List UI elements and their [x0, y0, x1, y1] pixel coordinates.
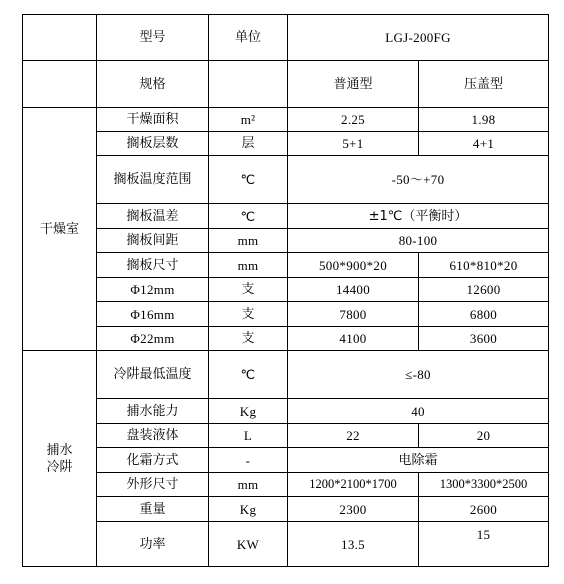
value-standard: 1200*2100*1700	[288, 473, 419, 497]
unit-label: 单位	[209, 15, 288, 61]
table-row	[23, 497, 549, 522]
table-row	[23, 61, 549, 108]
param-label: 冷阱最低温度	[97, 351, 209, 399]
param-unit: ℃	[209, 351, 288, 399]
value-merged: -50～+70	[288, 156, 549, 204]
param-unit: mm	[209, 229, 288, 253]
param-unit: 支	[209, 327, 288, 351]
value-standard: 2.25	[288, 108, 419, 132]
param-unit: mm	[209, 253, 288, 278]
corner-cell	[23, 61, 97, 108]
param-unit: Kg	[209, 399, 288, 424]
table-row	[23, 351, 549, 399]
group-cold-trap-label: 捕水冷阱	[46, 442, 73, 475]
param-label: 盘装液体	[97, 424, 209, 448]
table-row	[23, 132, 549, 156]
table-row	[23, 424, 549, 448]
param-label: Φ12mm	[97, 278, 209, 302]
table-row	[23, 229, 549, 253]
value-press: 6800	[419, 302, 549, 327]
param-label: 搁板温差	[97, 204, 209, 229]
type-press: 压盖型	[419, 61, 549, 108]
param-label: 外形尺寸	[97, 473, 209, 497]
table-row	[23, 522, 549, 567]
value-merged: 电除霜	[288, 448, 549, 473]
table-row	[23, 204, 549, 229]
param-unit: ℃	[209, 156, 288, 204]
type-standard: 普通型	[288, 61, 419, 108]
spec-label: 规格	[97, 61, 209, 108]
param-label: 化霜方式	[97, 448, 209, 473]
value-press: 3600	[419, 327, 549, 351]
param-label: 重量	[97, 497, 209, 522]
group-drying-chamber: 干燥室	[23, 108, 97, 351]
value-press: 1.98	[419, 108, 549, 132]
table-row	[23, 156, 549, 204]
param-unit: 支	[209, 278, 288, 302]
table-row	[23, 473, 549, 497]
param-label: 捕水能力	[97, 399, 209, 424]
value-merged: 80-100	[288, 229, 549, 253]
param-unit: L	[209, 424, 288, 448]
param-unit: KW	[209, 522, 288, 567]
value-press: 1300*3300*2500	[419, 473, 549, 497]
param-label: 搁板尺寸	[97, 253, 209, 278]
value-press: 20	[419, 424, 549, 448]
value-press: 15	[419, 522, 549, 567]
group-cold-trap	[23, 351, 97, 567]
value-press: 610*810*20	[419, 253, 549, 278]
empty-unit-cell	[209, 61, 288, 108]
table-row	[23, 278, 549, 302]
value-standard: 14400	[288, 278, 419, 302]
value-merged: 40	[288, 399, 549, 424]
value-press: 12600	[419, 278, 549, 302]
corner-cell	[23, 15, 97, 61]
value-standard: 22	[288, 424, 419, 448]
param-label: 干燥面积	[97, 108, 209, 132]
model-value: LGJ-200FG	[288, 15, 549, 61]
value-merged: ±1℃（平衡时）	[288, 204, 549, 229]
param-unit: -	[209, 448, 288, 473]
value-standard: 13.5	[288, 522, 419, 567]
spec-table	[22, 14, 549, 567]
value-standard: 500*900*20	[288, 253, 419, 278]
param-label: 搁板层数	[97, 132, 209, 156]
param-unit: ℃	[209, 204, 288, 229]
param-label: 搁板间距	[97, 229, 209, 253]
table-row	[23, 399, 549, 424]
param-unit: Kg	[209, 497, 288, 522]
value-merged: ≤-80	[288, 351, 549, 399]
param-label: 功率	[97, 522, 209, 567]
table-row	[23, 327, 549, 351]
param-unit: m²	[209, 108, 288, 132]
value-standard: 4100	[288, 327, 419, 351]
table-row	[23, 448, 549, 473]
param-unit: 层	[209, 132, 288, 156]
param-label: Φ16mm	[97, 302, 209, 327]
table-row	[23, 108, 549, 132]
model-label: 型号	[97, 15, 209, 61]
value-standard: 5+1	[288, 132, 419, 156]
value-standard: 7800	[288, 302, 419, 327]
value-press: 2600	[419, 497, 549, 522]
param-unit: 支	[209, 302, 288, 327]
param-unit: mm	[209, 473, 288, 497]
value-press: 4+1	[419, 132, 549, 156]
table-row	[23, 15, 549, 61]
value-standard: 2300	[288, 497, 419, 522]
table-row	[23, 253, 549, 278]
table-row	[23, 302, 549, 327]
param-label: Φ22mm	[97, 327, 209, 351]
param-label: 搁板温度范围	[97, 156, 209, 204]
